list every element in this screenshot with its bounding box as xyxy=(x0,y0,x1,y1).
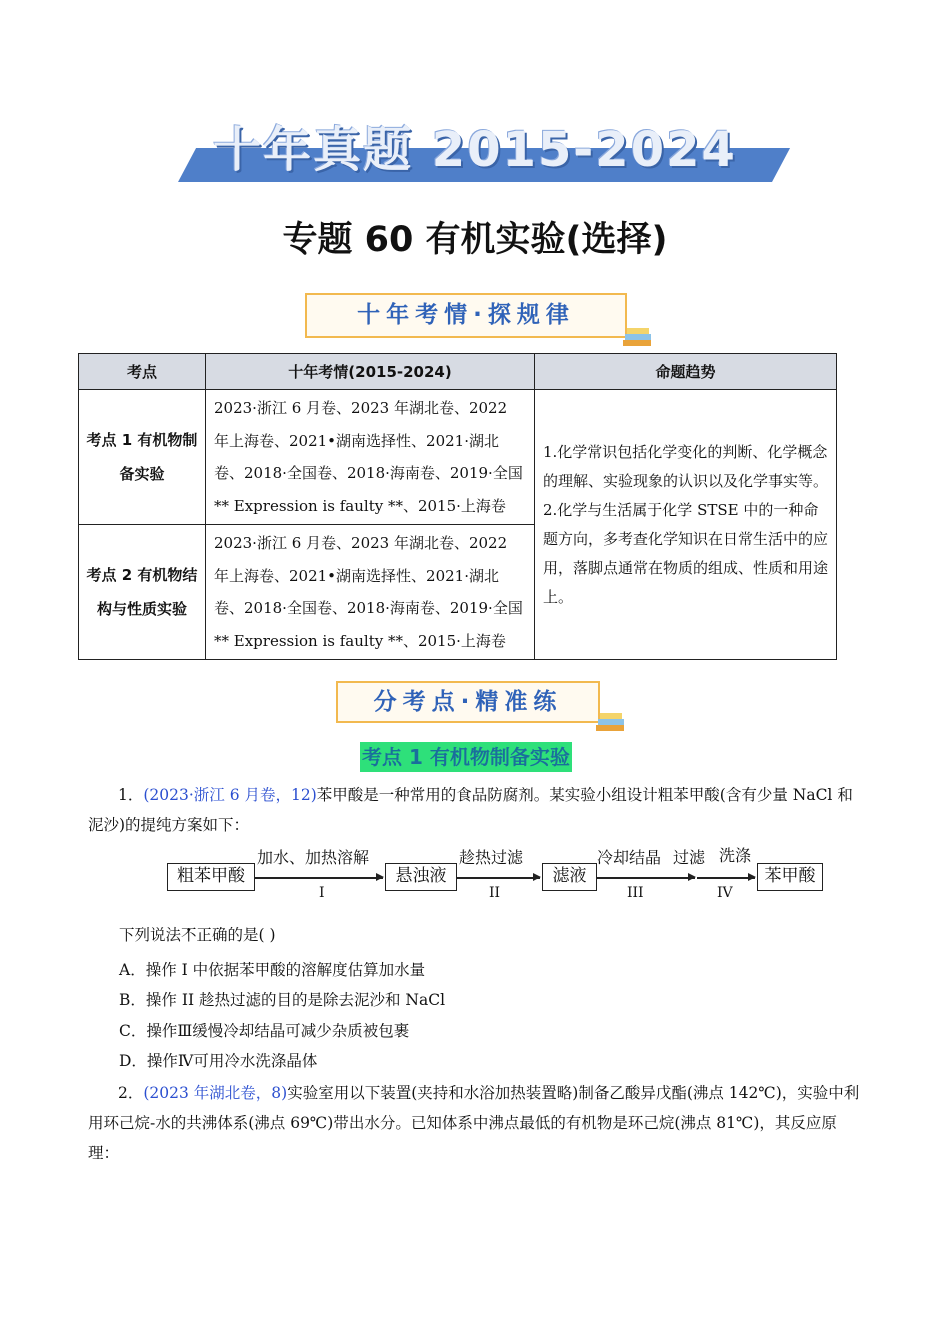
banner-text: 十年真题 2015-2024 xyxy=(213,122,737,178)
flow-step-number: III xyxy=(627,885,644,901)
flow-arrow xyxy=(457,877,540,879)
point-cell: 考点 2 有机物结构与性质实验 xyxy=(79,525,206,660)
flow-box: 悬浊液 xyxy=(385,863,457,891)
flow-step-label: 趁热过滤 xyxy=(459,848,524,867)
books-icon xyxy=(621,326,655,348)
flow-step-label: 加水、加热溶解 xyxy=(257,848,370,867)
flow-box: 滤液 xyxy=(542,863,597,891)
page-title: 专题 60 有机实验(选择) xyxy=(282,220,668,260)
question-text: 实验室用以下装置(夹持和水浴加热装置略)制备乙酸异戊酯(沸点 142℃)，实验中利用环己烷-水的共沸体系(沸点 69℃)带出水分。已知体系中沸点最低的有机物是环己烷(沸点 81℃)，其反应原理： xyxy=(88,1084,860,1162)
option-c: C．操作Ⅲ缓慢冷却结晶可减少杂质被包裹 xyxy=(119,1022,410,1040)
stem-text: 的是( ) xyxy=(227,926,276,944)
emphasis-text: 不正确 xyxy=(181,926,228,944)
option-a: A．操作 I 中依据苯甲酸的溶解度估算加水量 xyxy=(119,961,426,979)
section-label-trends xyxy=(305,293,627,338)
question-stem xyxy=(119,920,894,950)
flow-step-label: 过滤 xyxy=(673,848,706,867)
question-number: 2． xyxy=(118,1084,144,1102)
section-label-text: 分考点·精准练 xyxy=(373,689,563,715)
banner xyxy=(178,120,772,186)
years-cell: 2023·浙江 6 月卷、2023 年湖北卷、2022 年上海卷、2021•湖南选择性、2021·湖北卷、2018·全国卷、2018·海南卷、2019·全国** Expression is faulty **、2015·上海卷 xyxy=(206,390,535,525)
flow-step-number: I xyxy=(319,885,325,901)
flow-step-label: 洗涤 xyxy=(719,846,752,865)
section-label-text: 十年考情·探规律 xyxy=(357,302,575,328)
table-row xyxy=(79,390,837,525)
question-2 xyxy=(88,1078,863,1168)
question-1 xyxy=(88,780,863,840)
section-label-practice xyxy=(336,681,600,723)
books-icon xyxy=(594,711,628,733)
flow-step-number: II xyxy=(489,885,501,901)
flow-step-label: 冷却结晶 xyxy=(597,848,662,867)
option-d: D．操作Ⅳ可用冷水洗涤晶体 xyxy=(119,1052,318,1070)
stem-text: 下列说法 xyxy=(119,926,182,944)
option-b: B．操作 II 趁热过滤的目的是除去泥沙和 NaCl xyxy=(119,991,446,1009)
flow-arrow xyxy=(597,877,695,879)
flow-arrow xyxy=(697,877,755,879)
flow-box: 粗苯甲酸 xyxy=(167,863,255,891)
question-source: (2023·浙江 6 月卷，12) xyxy=(143,786,317,804)
question-number: 1． xyxy=(118,786,144,804)
years-cell: 2023·浙江 6 月卷、2023 年湖北卷、2022 年上海卷、2021•湖南选择性、2021·湖北卷、2018·全国卷、2018·海南卷、2019·全国** Expression is faulty **、2015·上海卷 xyxy=(206,525,535,660)
flow-box: 苯甲酸 xyxy=(757,863,823,891)
question-source: (2023 年湖北卷，8) xyxy=(143,1084,288,1102)
col-header: 考点 xyxy=(79,354,206,390)
flow-step-number: IV xyxy=(717,885,733,901)
flow-diagram xyxy=(167,843,827,905)
trend-cell: 1.化学常识包括化学变化的判断、化学概念的理解、实验现象的认识以及化学事实等。2.化学与生活属于化学 STSE 中的一种命题方向，多考查化学知识在日常生活中的应用，落脚点通常在物质的组成、性质和用途上。 xyxy=(535,390,837,660)
flow-arrow xyxy=(255,877,383,879)
table-header-row xyxy=(79,354,837,390)
exam-table xyxy=(78,353,837,660)
subsection-heading: 考点 1 有机物制备实验 xyxy=(360,742,572,772)
question-text: 苯甲酸是一种常用的食品防腐剂。某实验小组设计粗苯甲酸(含有少量 NaCl 和泥沙)的提纯方案如下： xyxy=(88,786,853,834)
col-header: 十年考情(2015-2024) xyxy=(206,354,535,390)
col-header: 命题趋势 xyxy=(535,354,837,390)
point-cell: 考点 1 有机物制备实验 xyxy=(79,390,206,525)
